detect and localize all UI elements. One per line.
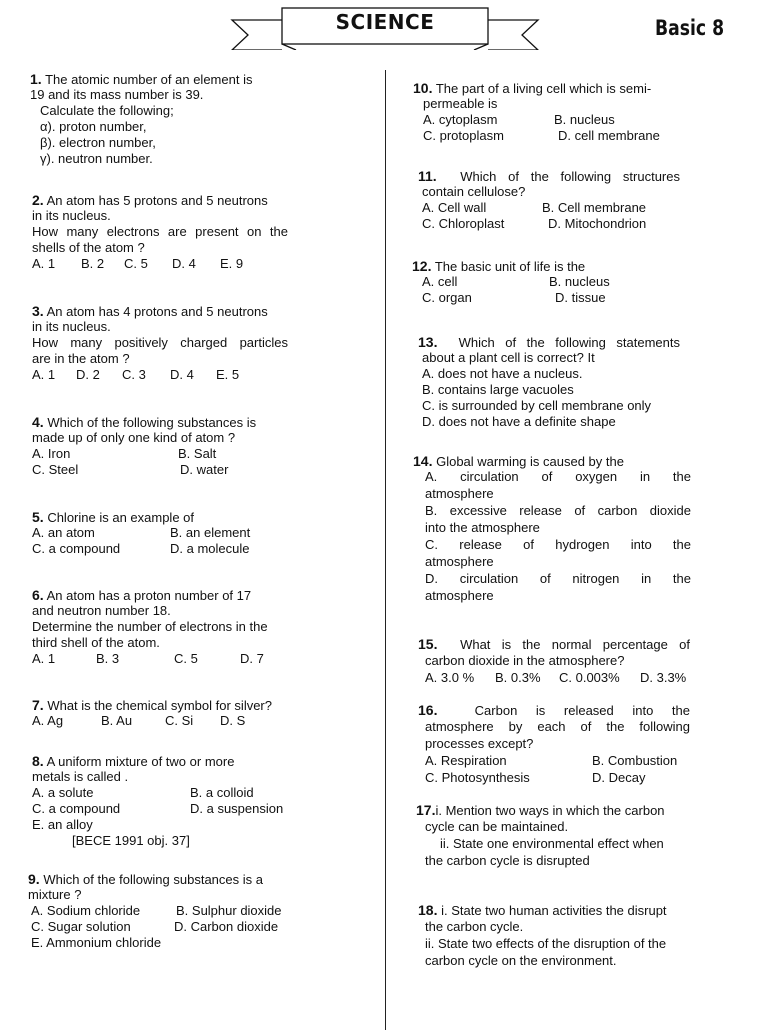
answer-option: A. 1 [32,256,56,271]
answer-option: B. Au [101,713,133,728]
answer-option: A. Iron [32,446,71,461]
question-text: processes except? [425,736,534,751]
answer-option: A. does not have a nucleus. [422,366,583,381]
answer-option: B. a colloid [190,785,254,800]
question-text: How many positively charged particles [32,335,288,350]
answer-option: atmosphere [425,486,494,501]
question-text: Which of the following substances is [47,415,257,430]
question-17 [416,802,691,870]
question-text: The basic unit of life is the [434,259,586,274]
question-3 [32,303,288,383]
question-14 [413,453,691,605]
answer-option: C. Sugar solution [31,919,131,934]
question-text: in its nucleus. [32,319,111,334]
answer-option: D. a molecule [170,541,250,556]
answer-option: A. cell [422,274,458,289]
question-text: Which of the following statements [458,335,680,350]
question-text: ii. State one environmental effect when [440,836,664,851]
question-number: 17. [416,802,436,818]
answer-option: A. cytoplasm [423,112,498,127]
question-1 [30,71,300,167]
answer-option: D. 7 [240,651,264,666]
question-text: i. Mention two ways in which the carbon [435,803,665,818]
answer-option: B. excessive release of carbon dioxide [425,503,691,518]
column-divider [385,70,386,1030]
question-text: What is the normal percentage of [460,637,690,652]
answer-option: A. Ag [32,713,64,728]
answer-option: B. Salt [178,446,217,461]
answer-option: D. circulation of nitrogen in the [425,571,691,586]
question-number: 6. [32,587,44,603]
question-text: An atom has 4 protons and 5 neutrons [46,304,268,319]
answer-option: D. Mitochondrion [548,216,647,231]
answer-option: E. an alloy [32,817,93,832]
answer-option: C. 3 [122,367,146,382]
question-text: the carbon cycle is disrupted [425,853,590,868]
answer-option: C. 0.003% [559,670,620,685]
question-text: What is the chemical symbol for silver? [47,698,272,713]
answer-option: D. water [180,462,229,477]
question-text: ii. State two effects of the disruption of the [425,936,667,951]
answer-option: C. 5 [124,256,148,271]
answer-option: C. Chloroplast [422,216,505,231]
answer-option: B. nucleus [554,112,615,127]
answer-option: D. a suspension [190,801,284,816]
answer-option: D. cell membrane [558,128,660,143]
answer-option: E. 9 [220,256,244,271]
question-11 [418,168,680,232]
question-text: A uniform mixture of two or more [46,754,235,769]
answer-option: A. circulation of oxygen in the [425,469,691,484]
question-number: 8. [32,753,44,769]
question-text: How many electrons are present on the [32,224,288,239]
question-text: mixture ? [28,887,82,902]
answer-option: D. does not have a definite shape [422,414,616,429]
answer-option: B. 2 [81,256,105,271]
answer-option: D. 2 [76,367,100,382]
answer-option: B. nucleus [549,274,610,289]
question-number: 9. [28,871,40,887]
answer-option: A. a solute [32,785,94,800]
question-text: in its nucleus. [32,208,111,223]
answer-option: A. 1 [32,367,56,382]
sub-question: γ). neutron number. [40,151,153,166]
question-text: metals is called . [32,769,129,784]
answer-option: C. a compound [32,801,121,816]
answer-option: C. is surrounded by cell membrane only [422,398,652,413]
question-text: The part of a living cell which is semi- [435,81,652,96]
answer-option: A. Sodium chloride [31,903,141,918]
question-number: 12. [412,258,432,274]
question-text: Which of the following structures [460,169,680,184]
answer-option: C. Si [165,713,194,728]
question-12 [412,258,680,306]
question-text: An atom has a proton number of 17 [46,588,252,603]
answer-option: atmosphere [425,554,494,569]
question-text: Global warming is caused by the [436,454,624,469]
page-title: SCIENCE [335,10,435,34]
question-text: i. State two human activities the disrupt [441,903,667,918]
question-9 [28,871,300,951]
question-13 [418,334,680,430]
question-8 [32,753,297,849]
question-number: 14. [413,453,433,469]
question-16 [418,702,690,786]
answer-option: D. Carbon dioxide [174,919,279,934]
answer-option: into the atmosphere [425,520,540,535]
question-text: carbon dioxide in the atmosphere? [425,653,625,668]
answer-option: C. a compound [32,541,121,556]
answer-option: B. Sulphur dioxide [176,903,282,918]
grade-label: Basic 8 [655,16,725,40]
answer-option: B. contains large vacuoles [422,382,574,397]
question-text: shells of the atom ? [32,240,145,255]
question-number: 7. [32,697,44,713]
answer-option: A. Respiration [425,753,507,768]
answer-option: C. Steel [32,462,79,477]
question-10 [413,80,681,144]
question-number: 2. [32,192,44,208]
question-2 [32,192,288,272]
answer-option: D. tissue [555,290,606,305]
answer-option: C. protoplasm [423,128,504,143]
question-text: the carbon cycle. [425,919,524,934]
question-text: Chlorine is an example of [47,510,195,525]
question-6 [32,587,288,667]
answer-option: A. an atom [32,525,95,540]
answer-option: C. organ [422,290,472,305]
answer-option: D. 4 [170,367,194,382]
answer-option: C. release of hydrogen into the [425,537,691,552]
question-text: carbon cycle on the environment. [425,953,617,968]
question-number: 4. [32,414,44,430]
question-number: 16. [418,702,438,718]
answer-option: C. Photosynthesis [425,770,530,785]
question-text: cycle can be maintained. [425,819,569,834]
question-5 [32,509,288,557]
question-number: 3. [32,303,44,319]
question-text: and neutron number 18. [32,603,171,618]
answer-option: E. Ammonium chloride [31,935,162,950]
answer-option: D. 4 [172,256,196,271]
question-number: 11. [418,168,437,184]
question-text: 19 and its mass number is 39. [30,87,204,102]
question-text: Carbon is released into the [474,703,690,718]
sub-question: α). proton number, [40,119,147,134]
question-number: 18. [418,902,438,918]
answer-option: D. 3.3% [640,670,687,685]
question-text: made up of only one kind of atom ? [32,430,236,445]
question-text: Determine the number of electrons in the [32,619,268,634]
question-text: contain cellulose? [422,184,526,199]
question-number: 15. [418,636,438,652]
answer-option: A. 1 [32,651,56,666]
answer-option: D. S [220,713,246,728]
question-text: The atomic number of an element is [45,72,253,87]
question-text: Calculate the following; [40,103,174,118]
question-number: 13. [418,334,438,350]
sub-question: β). electron number, [40,135,156,150]
answer-option: A. 3.0 % [425,670,475,685]
answer-option: B. an element [170,525,251,540]
question-text: permeable is [423,96,498,111]
answer-option: B. 3 [96,651,120,666]
source-reference: [BECE 1991 obj. 37] [72,833,190,848]
answer-option: D. Decay [592,770,646,785]
question-number: 1. [30,71,42,87]
question-text: An atom has 5 protons and 5 neutrons [46,193,268,208]
question-7 [32,697,302,729]
answer-option: B. Combustion [592,753,678,768]
question-text: atmosphere by each of the following [425,719,690,734]
answer-option: E. 5 [216,367,240,382]
answer-option: atmosphere [425,588,494,603]
answer-option: B. Cell membrane [542,200,647,215]
question-text: are in the atom ? [32,351,130,366]
question-18 [418,902,693,970]
question-number: 10. [413,80,433,96]
answer-option: C. 5 [174,651,198,666]
question-15 [418,636,690,686]
question-text: Which of the following substances is a [43,872,263,887]
question-text: third shell of the atom. [32,635,160,650]
question-4 [32,414,288,478]
question-text: about a plant cell is correct? It [422,350,595,365]
answer-option: A. Cell wall [422,200,487,215]
question-number: 5. [32,509,44,525]
answer-option: B. 0.3% [495,670,541,685]
